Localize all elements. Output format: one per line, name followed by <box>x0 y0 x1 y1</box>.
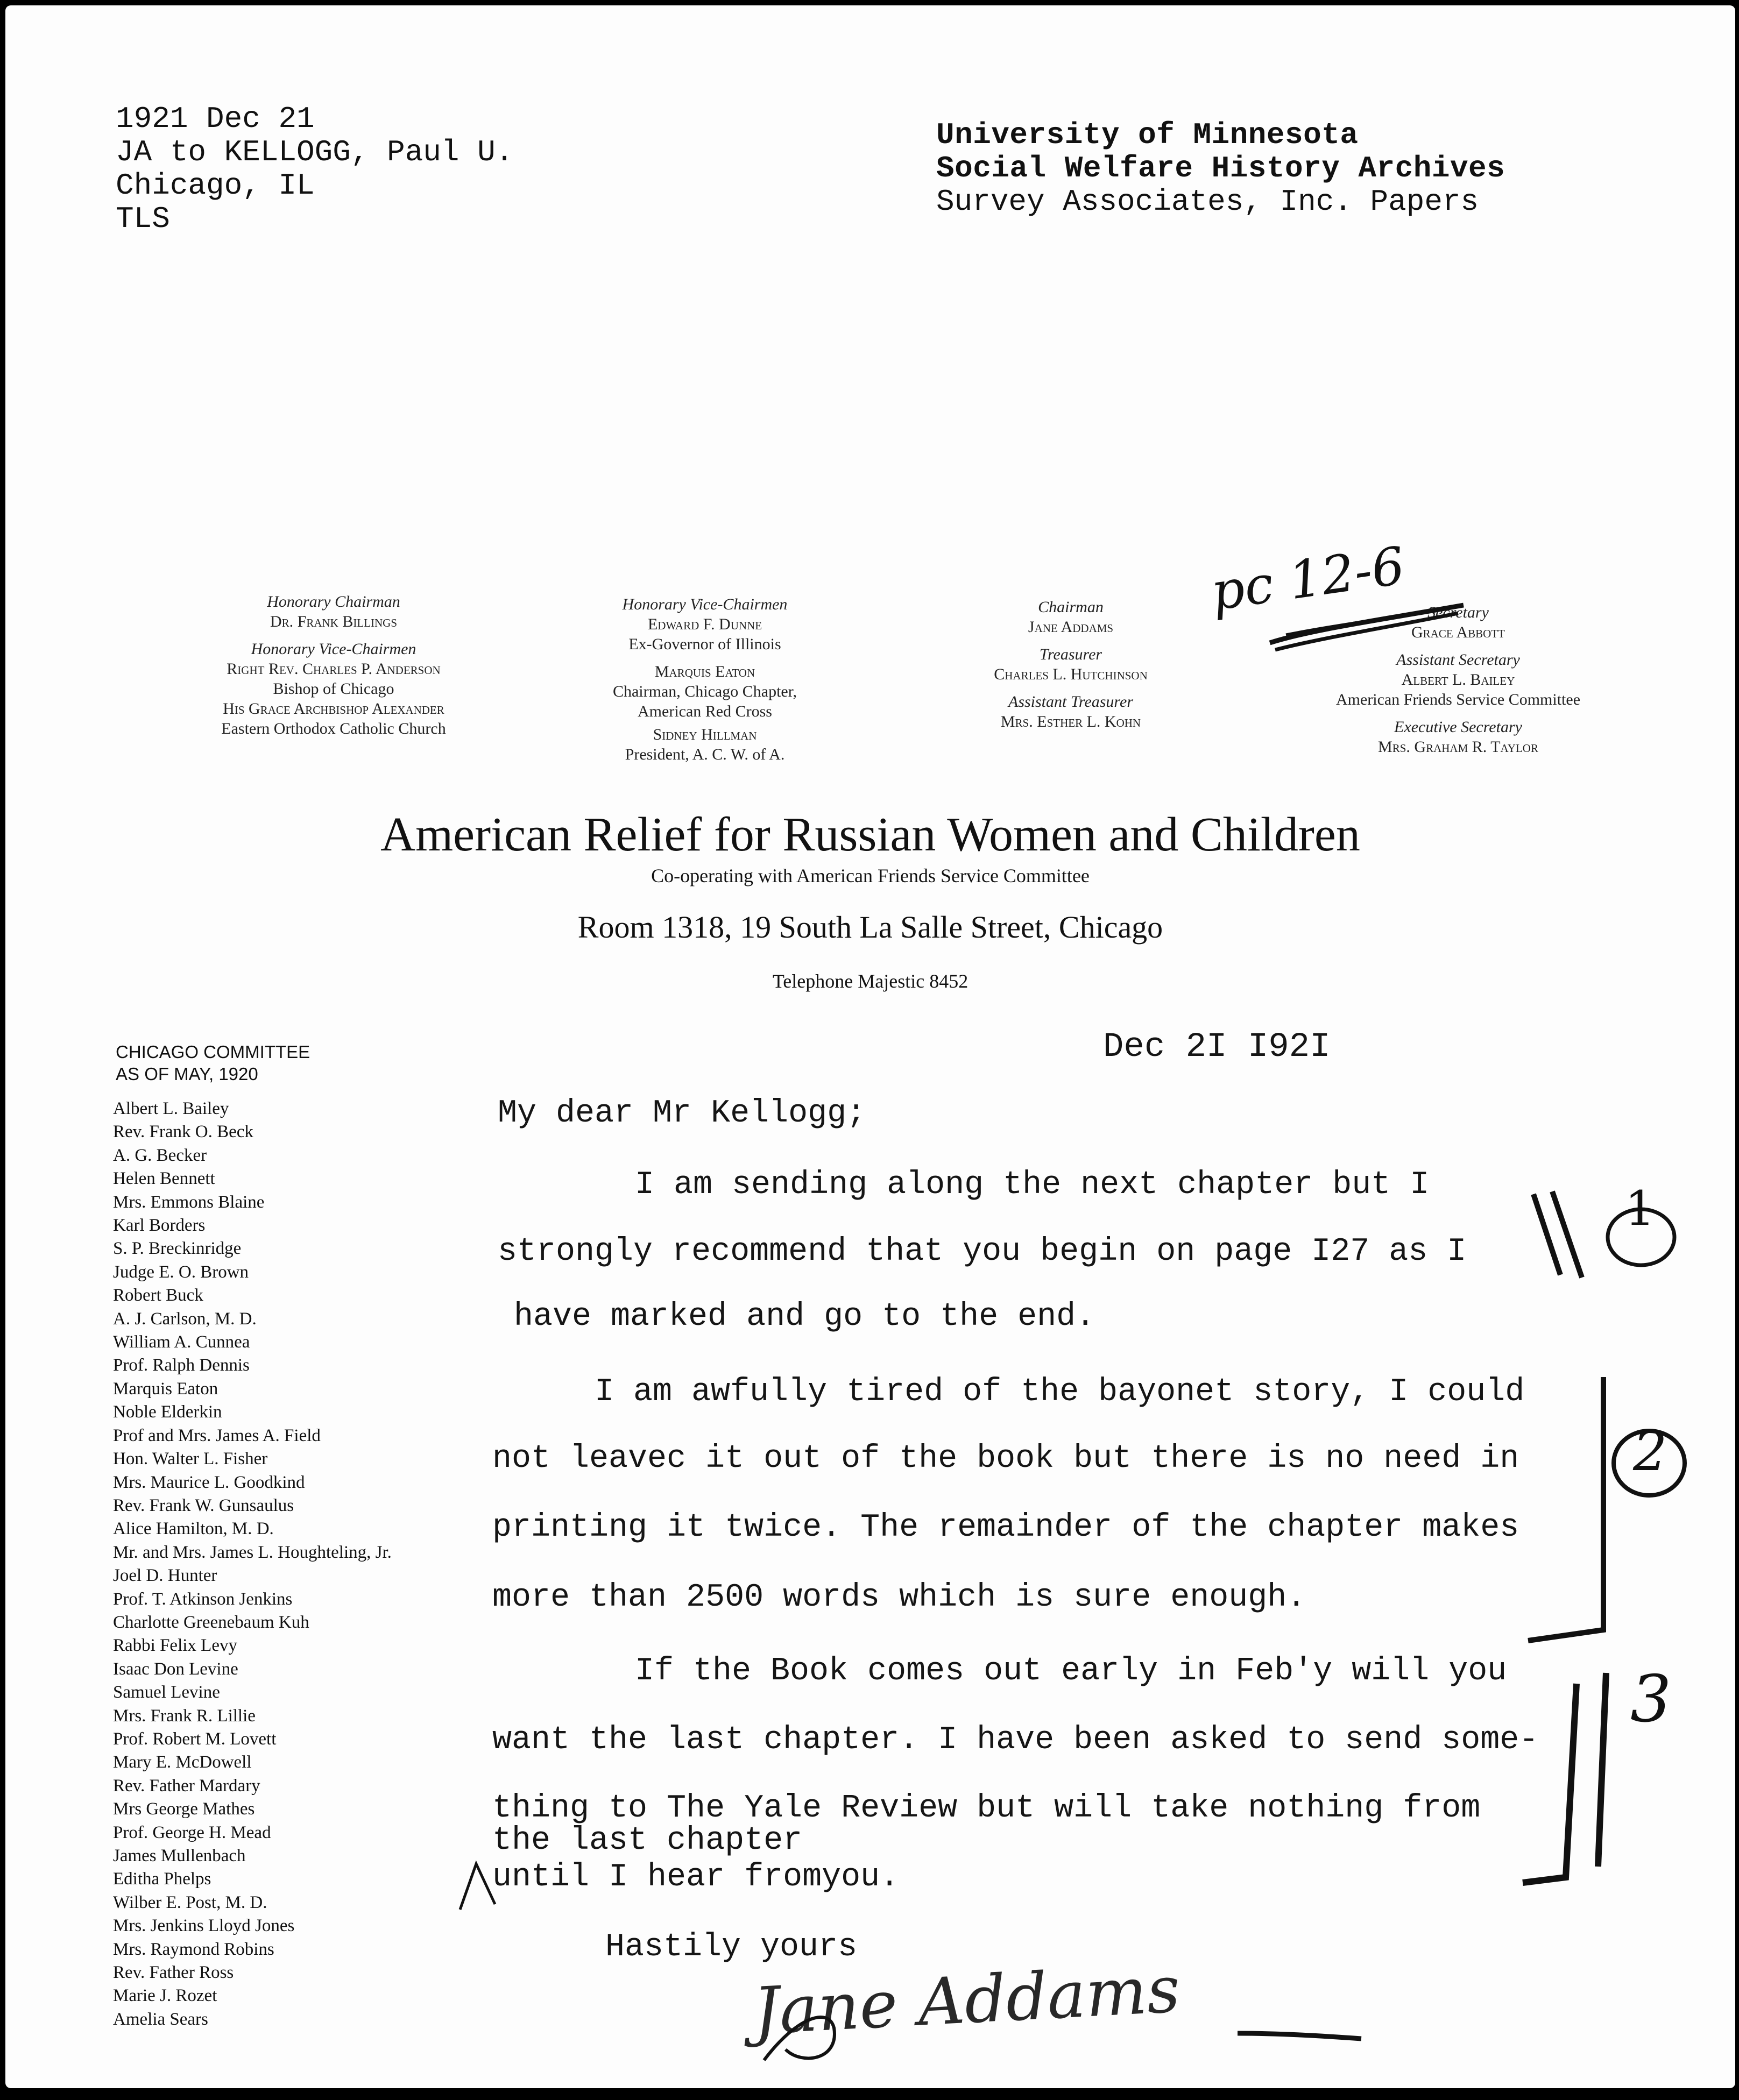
committee-member: Albert L. Bailey <box>113 1099 229 1118</box>
committee-member: James Mullenbach <box>113 1846 246 1865</box>
body-line: more than 2500 words which is sure enough. <box>492 1579 1306 1616</box>
committee-member: Mary E. McDowell <box>113 1753 252 1772</box>
letterhead-subtitle: Co-operating with American Friends Service Committee <box>651 865 1090 886</box>
archive-date: 1921 Dec 21 <box>116 102 315 136</box>
body-line: printing it twice. The remainder of the chapter makes <box>492 1509 1519 1546</box>
archive-metadata <box>116 102 513 236</box>
committee-member: Rabbi Felix Levy <box>113 1636 237 1656</box>
committee-member: William A. Cunnea <box>113 1332 250 1352</box>
committee-member: A. J. Carlson, M. D. <box>113 1309 257 1329</box>
body-line: I am sending along the next chapter but I <box>635 1167 1430 1203</box>
committee-member: Mrs. Emmons Blaine <box>113 1192 265 1212</box>
body-line: thing to The Yale Review but will take nothing from <box>492 1790 1481 1827</box>
committee-member: Prof. Ralph Dennis <box>113 1356 250 1375</box>
signature-flourish <box>753 1996 1372 2071</box>
letterhead-address: Room 1318, 19 South La Salle Street, Chicago <box>577 910 1163 945</box>
officers-column-4: Secretary Grace Abbott Assistant Secretary Albert L. Bailey American Friends Service Committee Executive Secretary Mrs. Graham R. Taylor <box>1335 604 1581 756</box>
archive-doc-type: TLS <box>116 202 170 236</box>
committee-list <box>113 1097 392 2031</box>
letter-date: Dec 2I I92I <box>1103 1028 1331 1067</box>
committee-member: Editha Phelps <box>113 1869 211 1889</box>
committee-member: Robert Buck <box>113 1286 203 1306</box>
archive-correspondents: JA to KELLOGG, Paul U. <box>116 135 514 169</box>
committee-member: Mrs. Frank R. Lillie <box>113 1706 256 1726</box>
committee-member: Karl Borders <box>113 1216 206 1236</box>
committee-member: Prof. T. Atkinson Jenkins <box>113 1589 293 1609</box>
committee-member: Mrs. Jenkins Lloyd Jones <box>113 1916 295 1936</box>
repository-collection: Survey Associates, Inc. Papers <box>936 185 1479 219</box>
salutation: My dear Mr Kellogg; <box>498 1095 866 1132</box>
margin-number-1: 1 <box>1625 1181 1655 1236</box>
committee-member: Prof. Robert M. Lovett <box>113 1729 277 1749</box>
committee-member: Isaac Don Levine <box>113 1659 238 1679</box>
committee-member: Rev. Father Ross <box>113 1963 234 1983</box>
committee-member: A. G. Becker <box>113 1145 207 1165</box>
committee-member: Marie J. Rozet <box>113 1986 217 2006</box>
body-line: I am awfully tired of the bayonet story, I could <box>595 1374 1525 1410</box>
repository-university: University of Minnesota <box>936 118 1359 152</box>
committee-member: Wilber E. Post, M. D. <box>113 1892 267 1912</box>
committee-member: Rev. Frank O. Beck <box>113 1122 253 1142</box>
margin-number-3: 3 <box>1630 1662 1672 1737</box>
repository-stamp <box>936 118 1505 218</box>
letter-page <box>5 5 1735 2088</box>
committee-member: Prof. George H. Mead <box>113 1822 271 1842</box>
margin-marks <box>1512 1178 1689 1915</box>
body-line: the last chapter <box>492 1822 803 1859</box>
archive-place: Chicago, IL <box>116 168 315 203</box>
letterhead-phone: Telephone Majestic 8452 <box>772 970 969 992</box>
closing: Hastily yours <box>605 1929 858 1966</box>
committee-member: Marquis Eaton <box>113 1379 218 1399</box>
handwritten-note: pc 12-6 <box>1207 535 1409 622</box>
body-line: have marked and go to the end. <box>514 1299 1095 1335</box>
body-line: not leavec it out of the book but there is no need in <box>492 1441 1519 1477</box>
scribble-strike <box>1264 592 1469 656</box>
committee-member: Alice Hamilton, M. D. <box>113 1519 274 1539</box>
officers-column-1: Honorary Chairman Dr. Frank Billings Honorary Vice-Chairmen Right Rev. Charles P. Anderson Bishop of Chicago His Grace Archbishop Alexander Eastern Orthodox Catholic Church <box>221 593 446 737</box>
committee-member: Mrs George Mathes <box>113 1799 255 1819</box>
margin-number-2: 2 <box>1633 1420 1667 1483</box>
committee-member: Joel D. Hunter <box>113 1566 217 1586</box>
committee-member: Hon. Walter L. Fisher <box>113 1449 268 1469</box>
officers-column-3: Chairman Jane Addams Treasurer Charles L. Hutchinson Assistant Treasurer Mrs. Esther L. Kohn <box>994 598 1148 730</box>
body-line: If the Book comes out early in Feb'y will you <box>635 1653 1507 1690</box>
committee-member: Charlotte Greenebaum Kuh <box>113 1612 309 1632</box>
committee-member: Mrs. Maurice L. Goodkind <box>113 1472 305 1492</box>
body-line: strongly recommend that you begin on page I27 as I <box>498 1233 1467 1270</box>
committee-member: Rev. Frank W. Gunsaulus <box>113 1495 294 1515</box>
body-line: want the last chapter. I have been asked to send some- <box>492 1722 1539 1758</box>
insertion-caret <box>457 1856 500 1915</box>
repository-archive: Social Welfare History Archives <box>936 151 1505 186</box>
committee-member: Prof and Mrs. James A. Field <box>113 1425 321 1445</box>
committee-member: Noble Elderkin <box>113 1402 222 1422</box>
committee-member: Mrs. Raymond Robins <box>113 1939 274 1959</box>
committee-member: Amelia Sears <box>113 2009 208 2029</box>
signature: Jane Addams <box>751 1952 1182 2049</box>
committee-member: Mr. and Mrs. James L. Houghteling, Jr. <box>113 1542 392 1562</box>
committee-member: Samuel Levine <box>113 1683 220 1702</box>
committee-member: S. P. Breckinridge <box>113 1239 242 1259</box>
officers-column-2: Honorary Vice-Chairmen Edward F. Dunne Ex-Governor of Illinois Marquis Eaton Chairman, Chicago Chapter, American Red Cross Sidney Hillman President, A. C. W. of A. <box>612 595 797 763</box>
committee-member: Rev. Father Mardary <box>113 1776 260 1796</box>
committee-member: Judge E. O. Brown <box>113 1262 249 1282</box>
committee-heading: CHICAGO COMMITTEE AS OF MAY, 1920 <box>116 1042 310 1084</box>
letterhead-title: American Relief for Russian Women and Children <box>380 808 1360 861</box>
body-line: until I hear fromyou. <box>492 1859 900 1896</box>
committee-member: Helen Bennett <box>113 1169 215 1189</box>
